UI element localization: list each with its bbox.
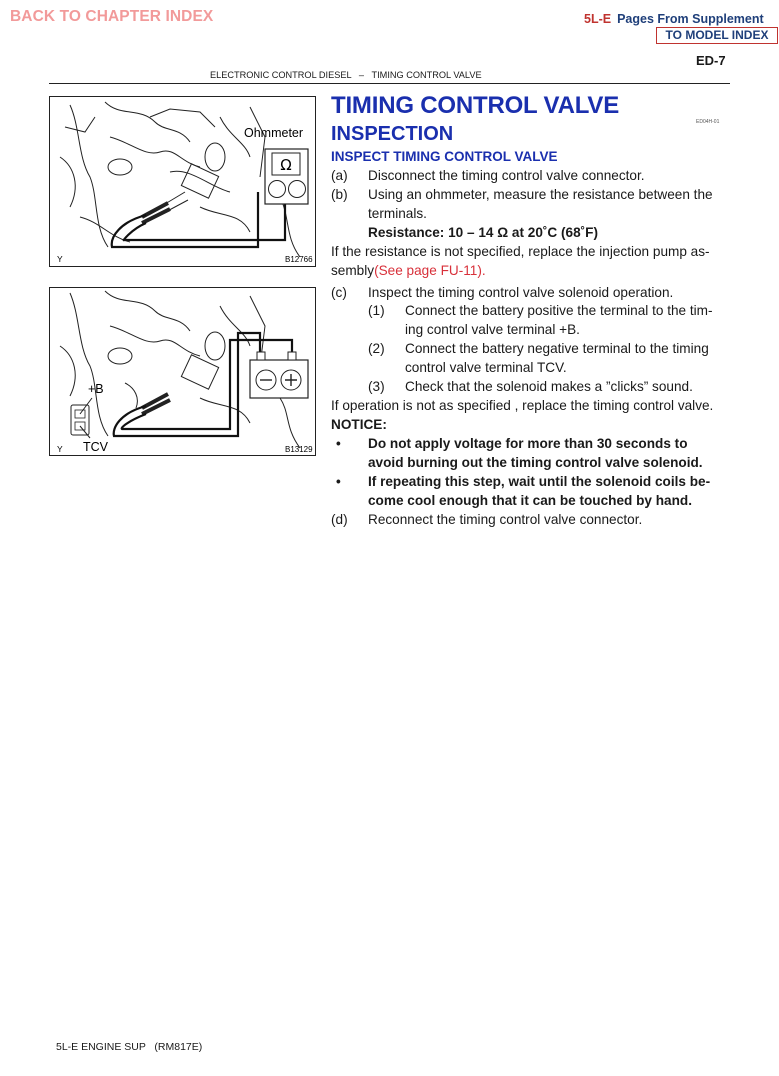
ohmmeter-illustration (50, 97, 315, 266)
step-b-marker: (b) (331, 187, 348, 202)
running-title: ELECTRONIC CONTROL DIESEL – TIMING CONTROL VALVE (210, 70, 482, 80)
step-b-line1: Using an ohmmeter, measure the resistance between the (368, 187, 713, 202)
doc-code: ED04H-01 (696, 119, 720, 125)
step-c1-marker: (1) (368, 303, 385, 318)
tcv-label: TCV (83, 440, 108, 454)
back-to-chapter-index-link[interactable]: BACK TO CHAPTER INDEX (10, 8, 214, 25)
resistance-note-line1: If the resistance is not specified, replace the injection pump as- (331, 244, 710, 259)
resistance-note-text: sembly (331, 263, 375, 278)
pages-from-supplement-link[interactable]: Pages From Supplement (617, 12, 764, 26)
to-model-index-link[interactable]: TO MODEL INDEX (656, 27, 778, 44)
operation-note: If operation is not as specified , replace the timing control valve. (331, 398, 714, 413)
plus-b-label: +B (88, 382, 104, 396)
step-a-text: Disconnect the timing control valve connector. (368, 168, 645, 183)
notice2-line1: If repeating this step, wait until the solenoid coils be- (368, 474, 711, 489)
figure-corner-letter: Y (57, 254, 63, 264)
step-c-marker: (c) (331, 285, 347, 300)
step-c3-text: Check that the solenoid makes a ”clicks” sound. (405, 379, 693, 394)
step-c2-line1: Connect the battery negative terminal to the timing (405, 341, 709, 356)
resistance-spec: Resistance: 10 – 14 Ω at 20˚C (68˚F) (368, 225, 599, 240)
step-c3-marker: (3) (368, 379, 385, 394)
page-title: TIMING CONTROL VALVE (331, 92, 619, 119)
step-c2-line2: control valve terminal TCV. (405, 360, 567, 375)
resistance-note-line2 (331, 261, 486, 280)
notice-heading: NOTICE: (331, 417, 387, 432)
see-page-fu-11-link[interactable]: (See page FU-11). (374, 263, 486, 278)
header-rule (49, 83, 730, 84)
notice2-line2: come cool enough that it can be touched by hand. (368, 493, 693, 508)
ohmmeter-label: Ohmmeter (244, 126, 304, 140)
supplement-code: 5L-E (584, 12, 612, 26)
step-d-text: Reconnect the timing control valve connector. (368, 512, 643, 527)
section-heading: INSPECT TIMING CONTROL VALVE (331, 149, 558, 164)
figure-id: B12766 (285, 255, 313, 264)
figure-ohmmeter (49, 96, 316, 267)
figure-battery-solenoid (49, 287, 316, 456)
step-d-marker: (d) (331, 512, 348, 527)
footer-text: 5L-E ENGINE SUP (RM817E) (56, 1041, 203, 1053)
step-c-text: Inspect the timing control valve solenoid operation. (368, 285, 674, 300)
battery-solenoid-illustration (50, 288, 315, 455)
page-subtitle: INSPECTION (331, 123, 454, 145)
notice-bullet: • (336, 474, 341, 489)
page-number: ED-7 (696, 53, 726, 68)
step-a-marker: (a) (331, 168, 348, 183)
supplement-line (584, 12, 764, 26)
step-c1-line2: ing control valve terminal +B. (405, 322, 580, 337)
step-c1-line1: Connect the battery positive the terminal to the tim- (405, 303, 713, 318)
figure-id: B13129 (285, 445, 313, 454)
ohm-symbol: Ω (280, 156, 292, 174)
notice-bullet: • (336, 436, 341, 451)
step-b-line2: terminals. (368, 206, 427, 221)
step-c2-marker: (2) (368, 341, 385, 356)
notice1-line2: avoid burning out the timing control valve solenoid. (368, 455, 703, 470)
figure-corner-letter: Y (57, 444, 63, 454)
notice1-line1: Do not apply voltage for more than 30 seconds to (368, 436, 688, 451)
